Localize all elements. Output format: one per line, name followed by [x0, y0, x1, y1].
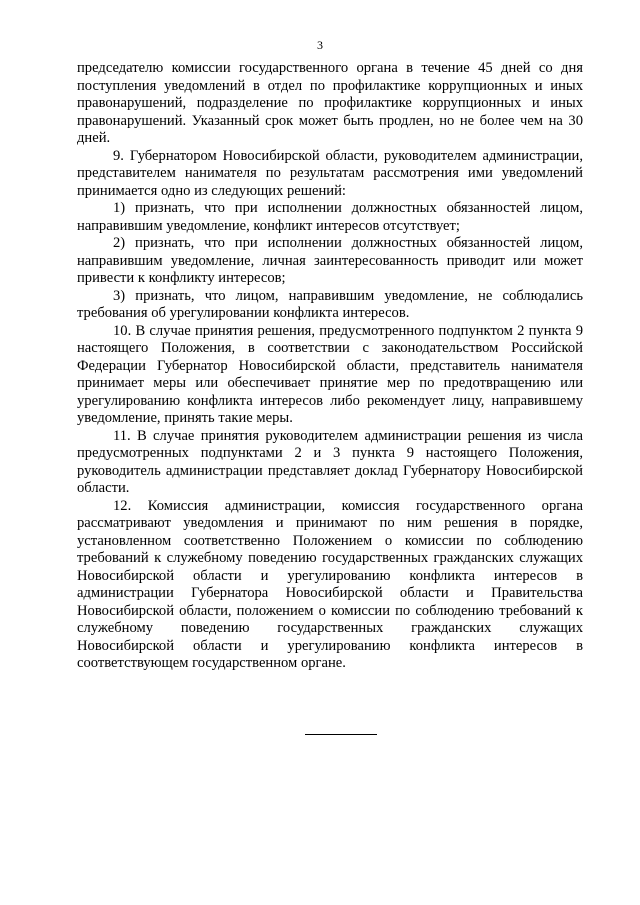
paragraph-9: 9. Губернатором Новосибирской области, руководителем администрации, представителем нанимателя по результатам рассмотрения ими уведомлений принимается одно из следующих решений:	[77, 147, 583, 199]
paragraph-10: 10. В случае принятия решения, предусмотренного подпунктом 2 пункта 9 настоящего Положения, в соответствии с законодательством Российской Федерации Губернатор Новосибирской области, представитель нанимателя принимает меры или обеспечивает принятие мер по предотвращению или урегулированию конфликта интересов либо рекомендует лицу, направившему уведомление, принять такие меры.	[77, 322, 583, 426]
paragraph-12: 12. Комиссия администрации, комиссия государственного органа рассматривают уведомления и принимают по ним решения в порядке, установленном соответственно Положением о комиссии по соблюдению требований к служебному поведению государственных гражданских служащих Новосибирской области и урегулированию конфликта интересов в администрации Губернатора Новосибирской области и Правительства Новосибирской области, положением о комиссии по соблюдению требований к служебному поведению государственных гражданских служащих Новосибирской области и урегулированию конфликта интересов в соответствующем государственном органе.	[77, 497, 583, 671]
paragraph-9-subitem-3: 3) признать, что лицом, направившим уведомление, не соблюдались требования об урегулировании конфликта интересов.	[77, 287, 583, 321]
end-of-document-rule	[305, 734, 377, 735]
page-number: 3	[317, 38, 323, 52]
document-body	[77, 60, 583, 673]
paragraph-8-continuation: председателю комиссии государственного органа в течение 45 дней со дня поступления уведомлений в отдел по профилактике коррупционных и иных правонарушений, подразделение по профилактике коррупционных и иных правонарушений. Указанный срок может быть продлен, но не более чем на 30 дней.	[77, 60, 583, 146]
paragraph-9-subitem-1: 1) признать, что при исполнении должностных обязанностей лицом, направившим уведомление, конфликт интересов отсутствует;	[77, 200, 583, 234]
paragraph-9-subitem-2: 2) признать, что при исполнении должностных обязанностей лицом, направившим уведомление, личная заинтересованность приводит или может привести к конфликту интересов;	[77, 235, 583, 286]
paragraph-11: 11. В случае принятия руководителем администрации решения из числа предусмотренных подпунктами 2 и 3 пункта 9 настоящего Положения, руководитель администрации представляет доклад Губернатору Новосибирской области.	[77, 427, 583, 496]
